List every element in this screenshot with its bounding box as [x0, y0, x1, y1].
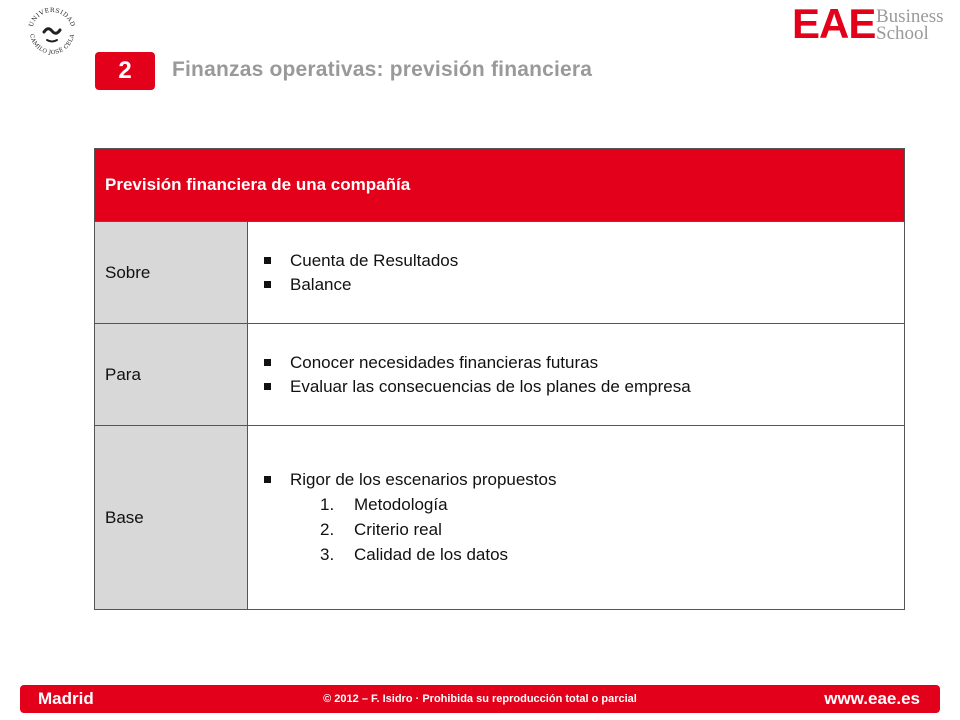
- svg-text:CAMILO JOSÉ CELA: CAMILO JOSÉ CELA: [28, 33, 76, 57]
- forecast-table: [94, 148, 905, 610]
- footer: [0, 682, 960, 720]
- list-item-text: Rigor de los escenarios propuestos: [290, 470, 557, 489]
- bullet-square-icon: [264, 476, 271, 483]
- numbered-item: [258, 517, 904, 542]
- bullet-list: [258, 468, 904, 492]
- slide-title: Finanzas operativas: previsión financiera: [172, 58, 593, 81]
- list-item-text: Conocer necesidades financieras futuras: [290, 352, 599, 372]
- item-number: 2.: [320, 520, 335, 539]
- bullet-square-icon: [264, 383, 271, 390]
- numbered-item: [258, 542, 904, 567]
- list-item: [258, 351, 904, 375]
- numbered-item: [258, 492, 904, 517]
- table-row: [95, 324, 905, 426]
- brand-main: EAE: [792, 0, 876, 47]
- bullet-square-icon: [264, 359, 271, 366]
- item-text: Metodología: [354, 495, 448, 514]
- row-content: [248, 426, 905, 610]
- bullet-list: [258, 351, 904, 399]
- item-text: Criterio real: [354, 520, 442, 539]
- list-item-text: Balance: [290, 274, 352, 294]
- svg-text:UNIVERSIDAD: UNIVERSIDAD: [27, 6, 77, 28]
- list-item: [258, 273, 904, 297]
- table-row: [95, 222, 905, 324]
- item-number: 1.: [320, 495, 335, 514]
- footer-copyright: © 2012 – F. Isidro · Prohibida su reproducción total o parcial: [323, 693, 637, 705]
- numbered-list: [258, 492, 904, 567]
- brand-sub: [876, 8, 944, 42]
- item-number: 3.: [320, 545, 335, 564]
- university-seal-logo: [22, 2, 82, 62]
- list-item: [258, 249, 904, 273]
- table-row: [95, 426, 905, 610]
- section-number-badge: 2: [95, 52, 155, 90]
- item-text: Calidad de los datos: [354, 545, 509, 564]
- row-content: [248, 324, 905, 426]
- footer-website-link[interactable]: www.eae.es: [824, 689, 920, 708]
- row-label: Base: [95, 426, 248, 610]
- brand-sub-line-1: Business: [876, 6, 944, 27]
- bullet-square-icon: [264, 257, 271, 264]
- row-content: [248, 222, 905, 324]
- list-item-text: Cuenta de Resultados: [290, 250, 459, 270]
- row-label: Para: [95, 324, 248, 426]
- list-item: [258, 375, 904, 399]
- list-item-text: Evaluar las consecuencias de los planes de empresa: [290, 376, 691, 396]
- list-item: [258, 468, 904, 492]
- bullet-list: [258, 249, 904, 297]
- table-heading: Previsión financiera de una compañía: [95, 149, 905, 222]
- bullet-square-icon: [264, 281, 271, 288]
- footer-location: Madrid: [38, 689, 94, 708]
- brand-sub-line-2: School: [876, 23, 929, 44]
- row-label: Sobre: [95, 222, 248, 324]
